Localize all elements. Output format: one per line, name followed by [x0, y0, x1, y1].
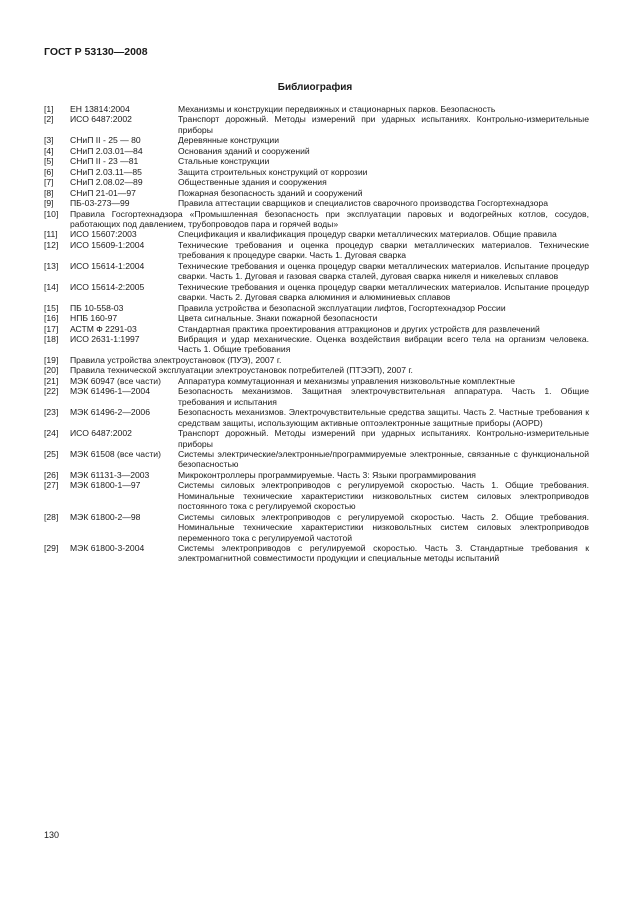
- entry-title: Транспорт дорожный. Методы измерений при ударных испытаниях. Контрольно-измерительные приборы: [178, 428, 589, 449]
- entry-number: [20]: [44, 365, 59, 376]
- bibliography-entry: [44, 167, 589, 177]
- entry-number: [18]: [44, 333, 59, 344]
- entry-number: [7]: [44, 177, 54, 188]
- section-title: Библиография: [277, 82, 353, 93]
- entry-title: Безопасность механизмов. Электрочувствительные средства защиты. Часть 2. Частные требования к средствам защиты, использующим активные оптоэлектронные защитные приборы (AOPD): [178, 407, 589, 428]
- entry-title: Правила аттестации сварщиков и специалистов сварочного производства Госгортехнадзора: [178, 198, 548, 209]
- entry-number: [13]: [44, 260, 59, 271]
- entry-number: [21]: [44, 375, 59, 386]
- bibliography-entry: [44, 334, 589, 355]
- entry-number: [11]: [44, 229, 58, 240]
- entry-number: [19]: [44, 354, 59, 365]
- entry-standard-code: МЭК 61800-3-2004: [70, 543, 145, 554]
- entry-title: Системы силовых электроприводов с регулируемой скоростью. Часть 1. Общие требования. Номинальные технические характеристики низковольтных систем силовых электроприводов постоянного тока с регулируемой скоростью: [178, 480, 589, 512]
- bibliography-entry: [44, 480, 589, 511]
- entry-title: Вибрация и удар механические. Оценка воздействия вибрации всего тела на организм человека. Часть 1. Общие требования: [178, 333, 589, 355]
- entry-standard-code: ИСО 15614-2:2005: [70, 281, 145, 292]
- bibliography-entry: [44, 229, 589, 239]
- entry-title: Безопасность механизмов. Защитная электрочувствительная аппаратура. Часть 1. Общие требования и испытания: [178, 386, 589, 407]
- document-header: ГОСТ Р 53130—2008: [44, 46, 148, 58]
- entry-number: [24]: [44, 428, 59, 439]
- entry-standard-code: СНиП 2.03.01—84: [70, 145, 143, 156]
- entry-number: [28]: [44, 511, 59, 522]
- entry-title: Технические требования и оценка процедур сварки металлических материалов. Технические требования к процедуре сварки. Часть 1. Дуговая сварка: [178, 239, 589, 261]
- entry-standard-code: АСТМ Ф 2291-03: [70, 323, 137, 334]
- entry-standard-code: ПБ 10-558-03: [70, 302, 124, 313]
- entry-title: Аппаратура коммутационная и механизмы управления низковольтные комплектные: [178, 375, 516, 386]
- entry-title: Правила устройства и безопасной эксплуатации лифтов, Госгортехнадзор России: [178, 302, 506, 313]
- entry-standard-code: ЕН 13814:2004: [70, 104, 130, 114]
- entry-number: [22]: [44, 386, 59, 397]
- entry-title: Микроконтроллеры программируемые. Часть 3: Языки программирования: [178, 469, 476, 480]
- entry-number: [5]: [44, 156, 54, 167]
- bibliography-entry: [44, 512, 589, 543]
- entry-number: [17]: [44, 323, 59, 334]
- entry-title: Пожарная безопасность зданий и сооружений: [178, 187, 363, 198]
- entry-title: Деревянные конструкции: [178, 135, 279, 146]
- bibliography-entry: [44, 428, 589, 449]
- entry-title: Правила устройства электроустановок (ПУЭ), 2007 г.: [70, 354, 282, 365]
- entry-standard-code: МЭК 61508 (все части): [70, 448, 161, 459]
- entry-number: [9]: [44, 198, 54, 209]
- entry-number: [25]: [44, 448, 59, 459]
- entry-title: Технические требования и оценка процедур сварки металлических материалов. Испытание процедур сварки. Часть 1. Дуговая и газовая сварка сталей, дуговая сварка никеля и никелевых сплавов: [178, 260, 589, 282]
- entry-number: [26]: [44, 469, 59, 480]
- entry-standard-code: НПБ 160-97: [70, 313, 118, 324]
- bibliography-entry: [44, 114, 589, 135]
- entry-standard-code: МЭК 61800-2—98: [70, 511, 141, 522]
- bibliography-entry: [44, 355, 589, 365]
- entry-standard-code: СНиП II - 25 — 80: [70, 135, 141, 146]
- entry-number: [4]: [44, 145, 54, 156]
- entry-standard-code: ИСО 6487:2002: [70, 114, 132, 125]
- entry-standard-code: СНиП 2.08.02—89: [70, 177, 143, 188]
- entry-title: Системы силовых электроприводов с регулируемой скоростью. Часть 2. Общие требования. Номинальные технические характеристики низковольтных систем силовых электроприводов переменного тока с регулируемой частотой: [178, 511, 589, 543]
- bibliography-entry: [44, 324, 589, 334]
- bibliography-entry: [44, 313, 589, 323]
- entry-number: [1]: [44, 104, 54, 114]
- entry-standard-code: ИСО 15607:2003: [70, 229, 137, 240]
- entry-standard-code: ИСО 6487:2002: [70, 428, 132, 439]
- entry-standard-code: СНиП II - 23 —81: [70, 156, 139, 167]
- bibliography-entry: [44, 282, 589, 303]
- entry-standard-code: ИСО 2631-1:1997: [70, 333, 140, 344]
- entry-number: [2]: [44, 114, 54, 125]
- entry-number: [15]: [44, 302, 59, 313]
- entry-standard-code: ИСО 15609-1:2004: [70, 239, 145, 250]
- entry-number: [29]: [44, 543, 59, 554]
- entry-title: Основания зданий и сооружений: [178, 145, 310, 156]
- bibliography-entry: [44, 261, 589, 282]
- entry-number: [16]: [44, 313, 59, 324]
- bibliography-entry: [44, 146, 589, 156]
- bibliography-entry: [44, 240, 589, 261]
- entry-standard-code: МЭК 61496-1—2004: [70, 386, 150, 397]
- bibliography-entry: [44, 135, 589, 145]
- entry-standard-code: МЭК 61496-2—2006: [70, 407, 150, 418]
- entry-title: Спецификация и квалификация процедур сварки металлических материалов. Общие правила: [178, 229, 557, 240]
- page-number: 130: [44, 830, 60, 840]
- entry-title: Цвета сигнальные. Знаки пожарной безопасности: [178, 313, 378, 324]
- entry-number: [23]: [44, 407, 59, 418]
- entry-number: [3]: [44, 135, 54, 146]
- entry-title: Защита строительных конструкций от коррозии: [178, 166, 368, 177]
- entry-standard-code: МЭК 61800-1—97: [70, 480, 141, 491]
- entry-title: Стандартная практика проектирования аттракционов и других устройств для развлечений: [178, 323, 540, 334]
- entry-title: Общественные здания и сооружения: [178, 177, 327, 188]
- entry-title: Правила технической эксплуатации электроустановок потребителей (ПТЭЭП), 2007 г.: [70, 365, 413, 376]
- entry-title: Системы электроприводов с регулируемой скоростью. Часть 3. Стандартные требования к электромагнитной совместимости продукции и специальные методы испытаний: [178, 543, 589, 564]
- entry-number: [10]: [44, 208, 59, 219]
- entry-number: [6]: [44, 166, 54, 177]
- bibliography-entry: [44, 209, 589, 230]
- entry-number: [27]: [44, 480, 59, 491]
- entry-standard-code: МЭК 61131-3—2003: [70, 469, 150, 480]
- entry-standard-code: ПБ-03-273—99: [70, 198, 130, 209]
- entry-standard-code: СНиП 2.03.11—85: [70, 166, 142, 177]
- entry-standard-code: ИСО 15614-1:2004: [70, 260, 145, 271]
- entry-title: Механизмы и конструкции передвижных и стационарных парков. Безопасность: [178, 104, 496, 114]
- bibliography-entry: [44, 104, 589, 114]
- entry-title: Правила Госгортехнадзора «Промышленная безопасность при эксплуатации паровых и водогрейных котлов, сосудов, работающих под давлением, трубопроводов пара и горячей воды»: [70, 208, 589, 229]
- bibliography-entry: [44, 449, 589, 470]
- bibliography-entry: [44, 543, 589, 564]
- entry-title: Транспорт дорожный. Методы измерений при ударных испытаниях. Контрольно-измерительные приборы: [178, 114, 589, 135]
- entry-standard-code: МЭК 60947 (все части): [70, 375, 161, 386]
- bibliography-entry: [44, 407, 589, 428]
- bibliography-entry: [44, 386, 589, 407]
- entry-title: Технические требования и оценка процедур сварки металлических материалов. Испытание процедур сварки. Часть 2. Дуговая сварка алюминия и алюминиевых сплавов: [178, 281, 589, 303]
- bibliography-entry: [44, 365, 589, 375]
- bibliography-entry: [44, 188, 589, 198]
- bibliography-entry: [44, 470, 589, 480]
- entry-title: Системы электрические/электронные/программируемые электронные, связанные с функциональной безопасностью: [178, 448, 589, 470]
- bibliography-entry: [44, 376, 589, 386]
- bibliography-list: [44, 104, 589, 564]
- entry-title: Стальные конструкции: [178, 156, 270, 167]
- entry-standard-code: СНиП 21-01—97: [70, 187, 136, 198]
- bibliography-entry: [44, 177, 589, 187]
- bibliography-entry: [44, 198, 589, 208]
- entry-number: [12]: [44, 239, 59, 250]
- bibliography-entry: [44, 156, 589, 166]
- bibliography-entry: [44, 303, 589, 313]
- entry-number: [8]: [44, 187, 54, 198]
- entry-number: [14]: [44, 281, 59, 292]
